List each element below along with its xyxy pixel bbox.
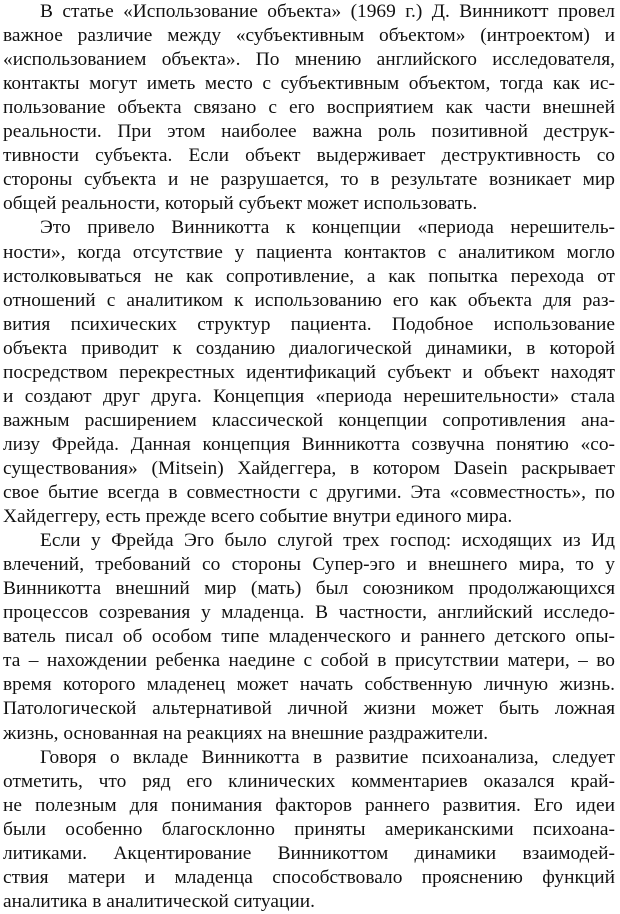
text-line: объекта приводит к созданию диалогической динамики, в которой bbox=[3, 337, 615, 359]
text-line: стороны субъекта и не разрушается, то в результате возникает мир bbox=[3, 169, 615, 191]
text-line: важное различие между «субъективным объектом» (интроектом) и bbox=[3, 25, 615, 47]
text-line: пользование объекта связано с его восприятием как части внешней bbox=[3, 97, 615, 119]
text-line: В статье «Использование объекта» (1969 г.) Д. Винникотт провел bbox=[40, 1, 615, 22]
text-line: Это привело Винникотта к концепции «периода нерешитель- bbox=[40, 217, 615, 239]
text-line: ватель писал об особом типе младенческого и раннего детского опы- bbox=[3, 626, 615, 648]
text-line: посредством перекрестных идентификаций субъект и объект находят bbox=[3, 361, 615, 383]
text-line: истолковываться не как сопротивление, а как попытка перехода от bbox=[3, 265, 615, 287]
text-line: не полезным для понимания факторов раннего развития. Его идеи bbox=[3, 794, 615, 816]
text-line: вития психических структур пациента. Подобное использование bbox=[3, 313, 615, 335]
text-line: та – нахождении ребенка наедине с собой в присутствии матери, – во bbox=[3, 650, 615, 672]
text-line: жизнь, основанная на реакциях на внешние раздражители. bbox=[3, 722, 489, 744]
text-line: общей реальности, который субъект может использовать. bbox=[3, 193, 478, 215]
text-line: Хайдеггеру, есть прежде всего событие внутри единого мира. bbox=[3, 506, 513, 528]
text-line: контакты могут иметь место с субъективным объектом, тогда как ис- bbox=[3, 73, 615, 95]
text-line: существования» (Mitsein) Хайдеггера, в котором Dasein раскрывает bbox=[3, 457, 615, 479]
text-line: были особенно благосклонно приняты американскими психоана- bbox=[3, 818, 615, 840]
text-line: лизу Фрейда. Данная концепция Винникотта созвучна понятию «со- bbox=[3, 433, 615, 455]
text-line: ности», когда отсутствие у пациента контактов с аналитиком могло bbox=[3, 241, 615, 263]
text-line: время которого младенец может начать собственную личную жизнь. bbox=[3, 674, 615, 696]
text-line: и создают друг друга. Концепция «периода нерешительности» стала bbox=[3, 385, 615, 407]
text-line: отношений с аналитиком к использованию его как объекта для раз- bbox=[3, 289, 615, 311]
text-line: аналитика в аналитической ситуации. bbox=[3, 890, 315, 912]
text-line: свое бытие всегда в совместности с другими. Эта «совместность», по bbox=[3, 482, 615, 503]
text-line: «использованием объекта». По мнению английского исследователя, bbox=[3, 49, 615, 71]
text-line: процессов созревания у младенца. В частности, английский исследо- bbox=[3, 602, 615, 624]
text-line: Если у Фрейда Эго было слугой трех господ: исходящих из Ид bbox=[40, 530, 615, 552]
text-line: важным расширением классической концепции сопротивления ана- bbox=[3, 409, 615, 431]
text-line: ствия матери и младенца способствовало прояснению функций bbox=[3, 866, 615, 888]
text-line: Патологической альтернативой личной жизни может быть ложная bbox=[3, 698, 615, 720]
text-line: Говоря о вкладе Винникотта в развитие психоанализа, следует bbox=[40, 746, 615, 768]
text-line: тивности субъекта. Если объект выдерживает деструктивность со bbox=[3, 145, 615, 167]
text-line: влечений, требований со стороны Супер-эго и внешнего мира, то у bbox=[3, 554, 615, 576]
text-line: отметить, что ряд его клинических комментариев оказался край- bbox=[3, 770, 615, 792]
text-line: литиками. Акцентирование Винникоттом динамики взаимодей- bbox=[3, 842, 615, 864]
text-line: реальности. При этом наиболее важна роль позитивной деструк- bbox=[3, 121, 615, 143]
text-line: Винникотта внешний мир (мать) был союзником продолжающихся bbox=[3, 578, 615, 600]
